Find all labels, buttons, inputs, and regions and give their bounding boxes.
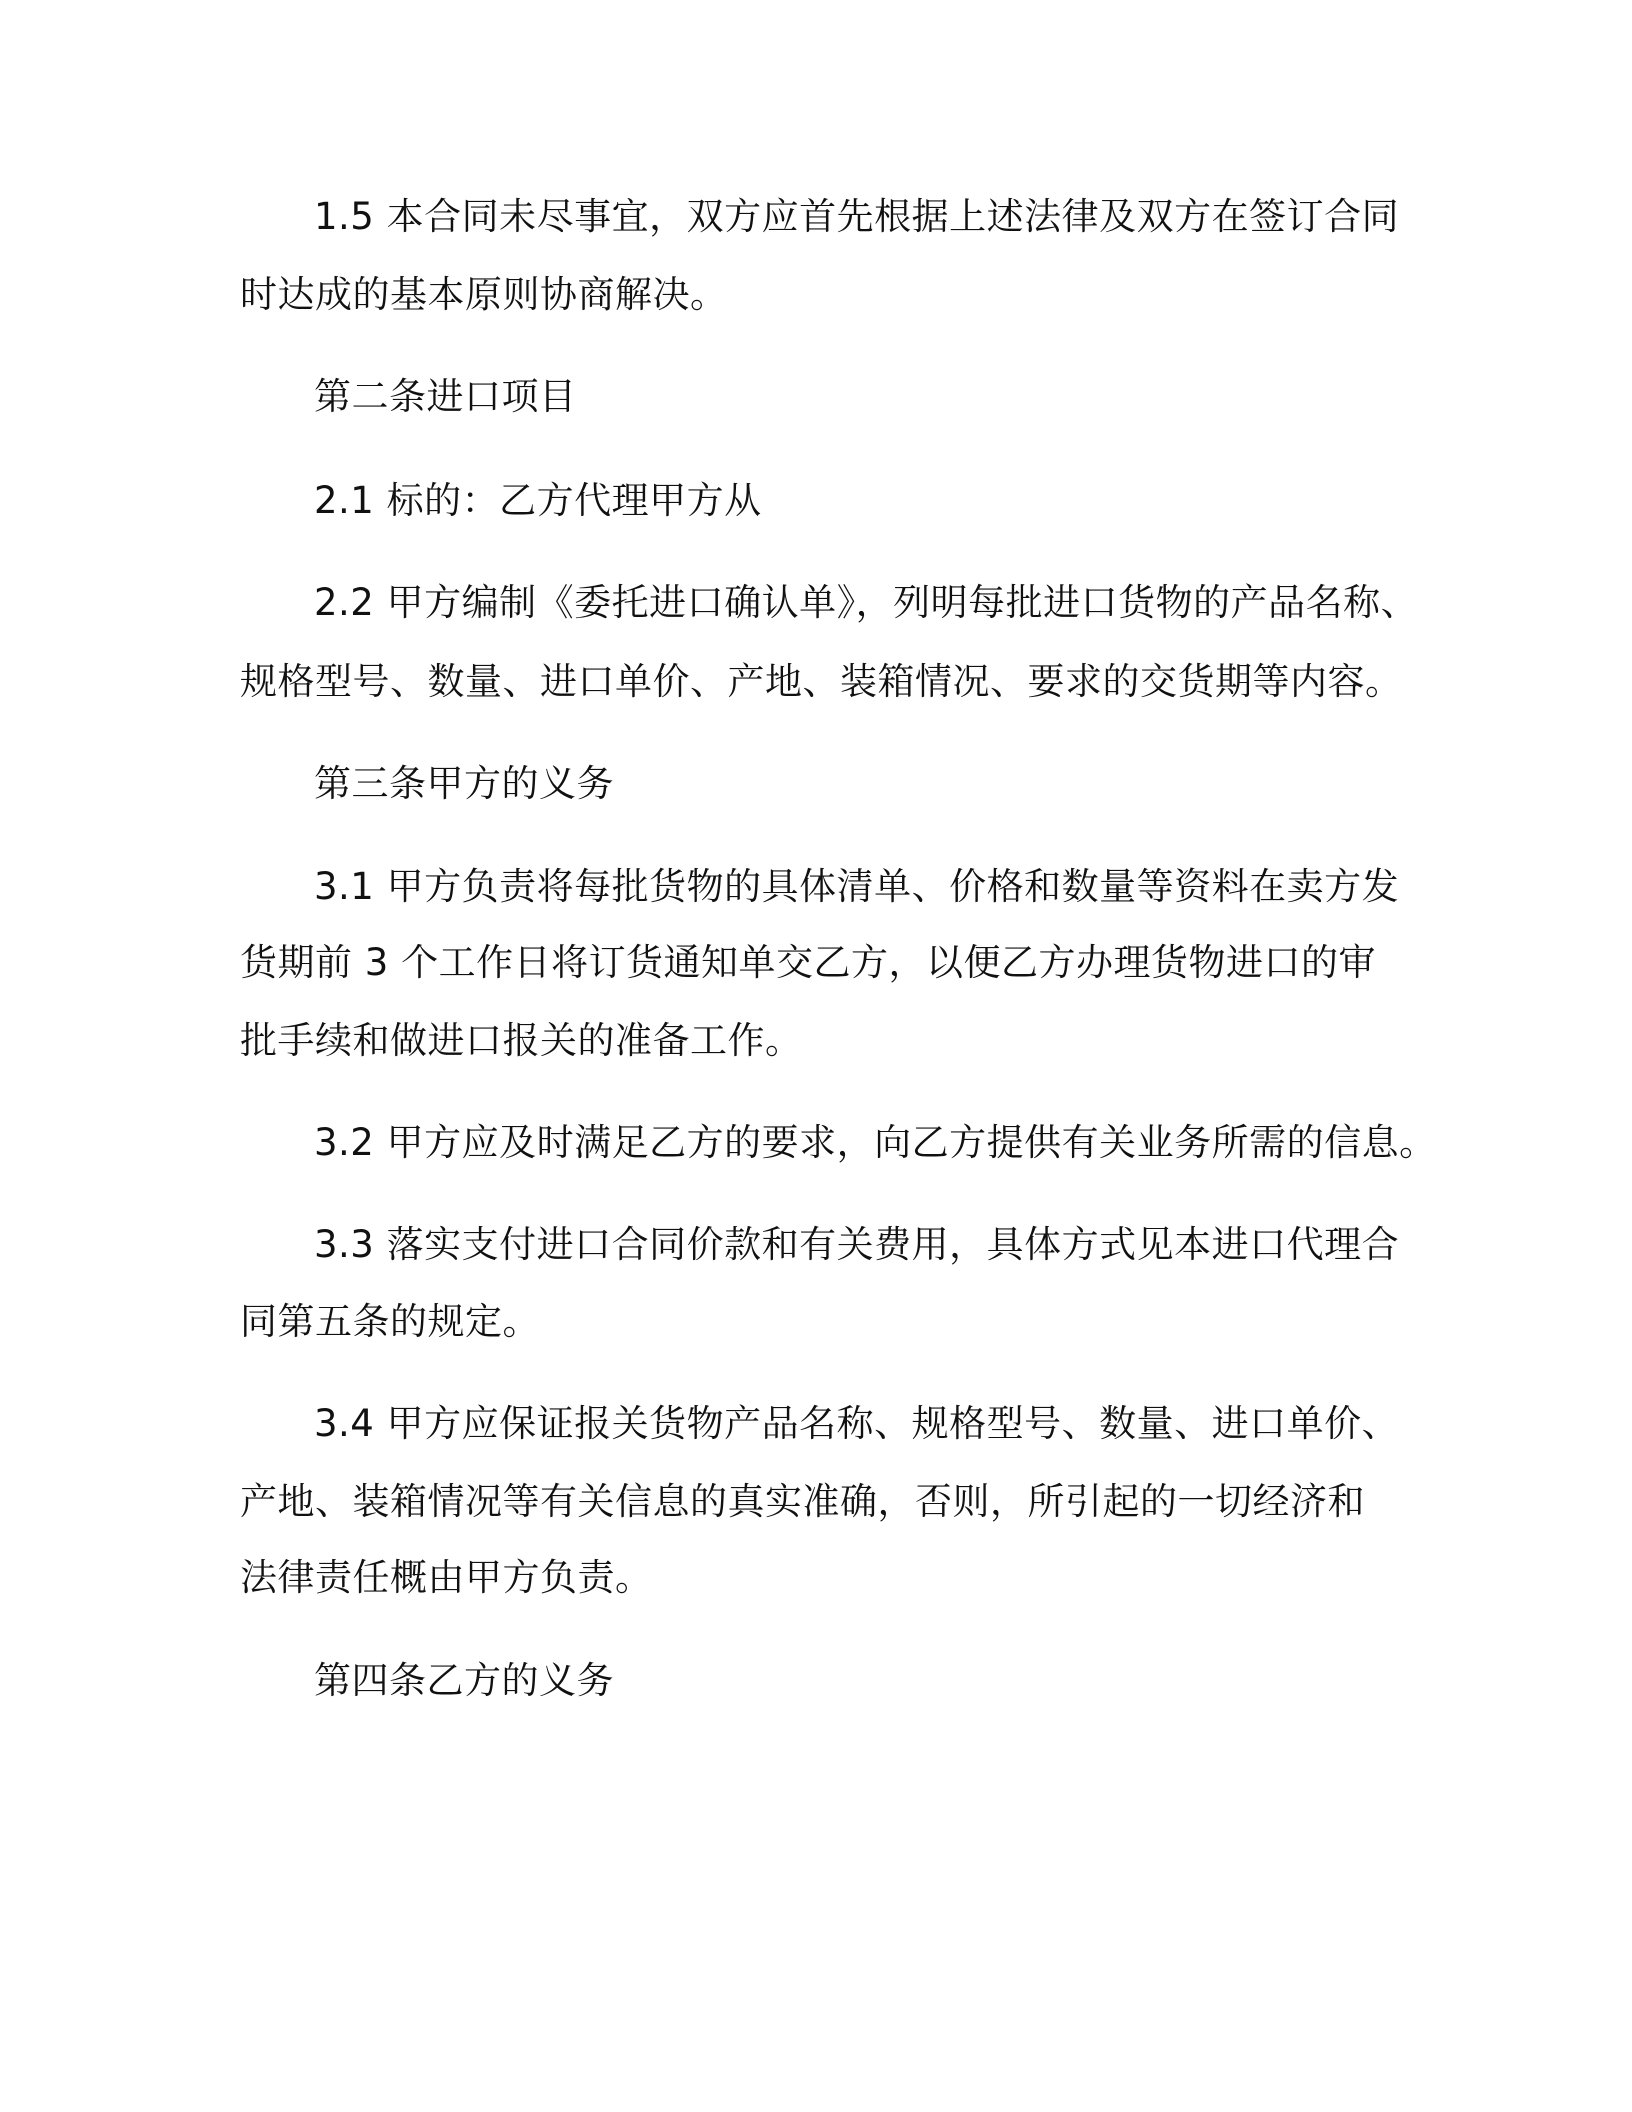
clause-2-2-line-1: 2.2 甲方编制《委托进口确认单》，列明每批进口货物的产品名称、 — [314, 581, 1419, 624]
clause-1-5-line-2: 时达成的基本原则协商解决。 — [240, 273, 728, 316]
clause-3-4-line-1: 3.4 甲方应保证报关货物产品名称、规格型号、数量、进口单价、 — [314, 1402, 1400, 1445]
article-3-heading: 第三条甲方的义务 — [314, 762, 614, 805]
clause-3-3-line-2: 同第五条的规定。 — [240, 1300, 540, 1343]
clause-3-1-line-2: 货期前 3 个工作日将订货通知单交乙方，以便乙方办理货物进口的审 — [240, 941, 1377, 984]
clause-3-3-line-1: 3.3 落实支付进口合同价款和有关费用，具体方式见本进口代理合 — [314, 1223, 1400, 1266]
clause-3-4-line-2: 产地、装箱情况等有关信息的真实准确，否则，所引起的一切经济和 — [240, 1480, 1365, 1523]
clause-3-4-line-3: 法律责任概由甲方负责。 — [240, 1556, 653, 1599]
article-2-heading: 第二条进口项目 — [314, 375, 577, 418]
clause-3-1-line-3: 批手续和做进口报关的准备工作。 — [240, 1019, 803, 1062]
article-4-heading: 第四条乙方的义务 — [314, 1659, 614, 1702]
clause-2-2-line-2: 规格型号、数量、进口单价、产地、装箱情况、要求的交货期等内容。 — [240, 660, 1403, 703]
clause-1-5-line-1: 1.5 本合同未尽事宜，双方应首先根据上述法律及双方在签订合同 — [314, 195, 1400, 238]
clause-3-1-line-1: 3.1 甲方负责将每批货物的具体清单、价格和数量等资料在卖方发 — [314, 865, 1400, 908]
clause-2-1: 2.1 标的：乙方代理甲方从 — [314, 479, 762, 522]
clause-3-2: 3.2 甲方应及时满足乙方的要求，向乙方提供有关业务所需的信息。 — [314, 1121, 1437, 1164]
